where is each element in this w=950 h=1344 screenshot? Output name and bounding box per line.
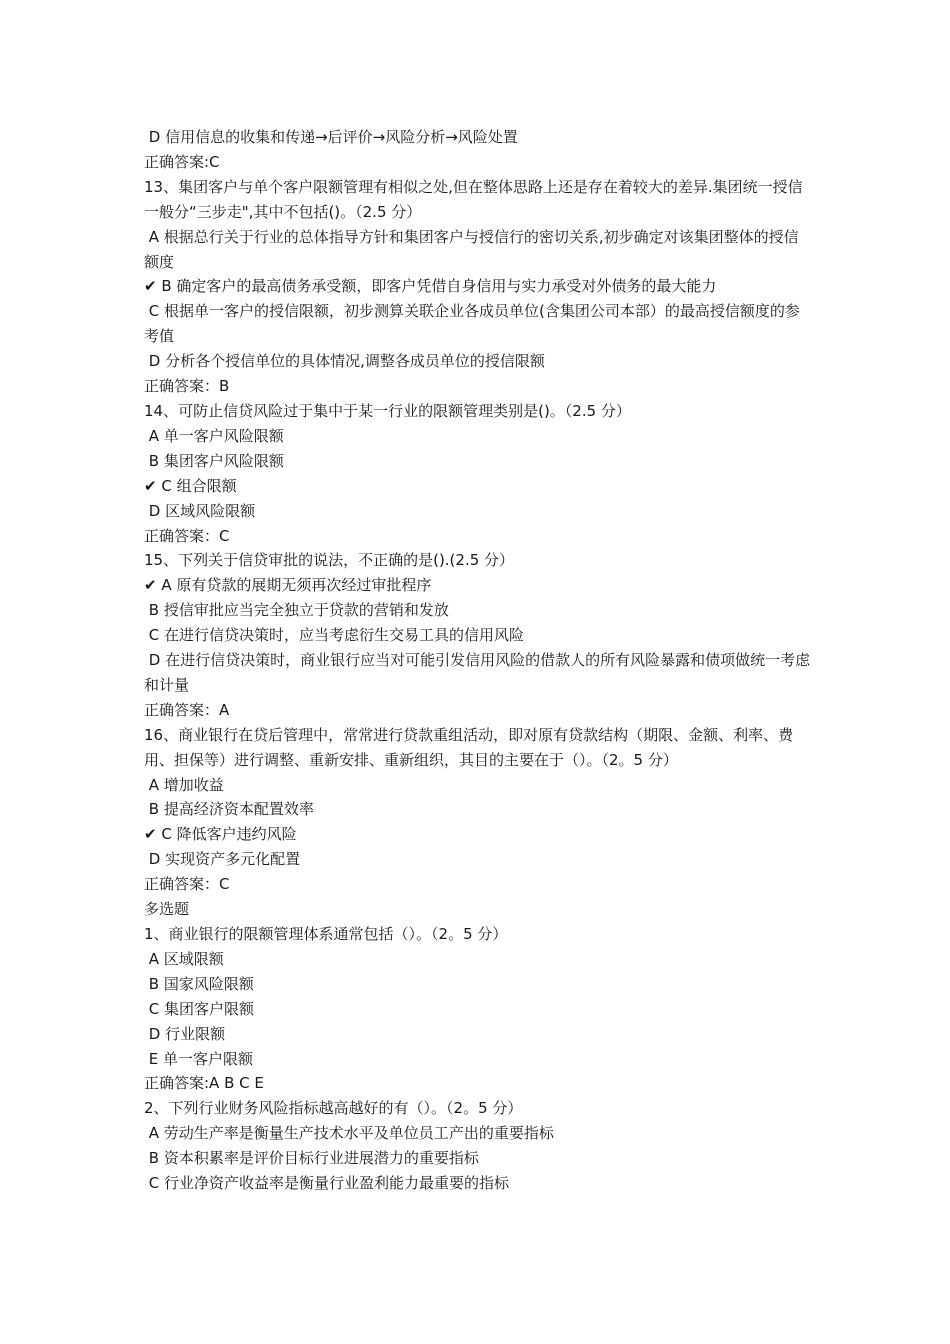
option-line-checked: ✔ A 原有贷款的展期无须再次经过审批程序 <box>144 576 432 595</box>
question-line: 2、下列行业财务风险指标越高越好的有（）。（2。5 分） <box>144 1099 523 1118</box>
option-line: C 根据单一客户的授信限额，初步测算关联企业各成员单位(含集团公司本部）的最高授信额度的参考值 <box>144 302 800 346</box>
option-line: D 实现资产多元化配置 <box>144 850 301 869</box>
option-line-checked: ✔ C 组合限额 <box>144 476 237 495</box>
option-line-checked: ✔ B 确定客户的最高债务承受额，即客户凭借自身信用与实力承受对外债务的最大能力 <box>144 277 717 296</box>
option-line: A 单一客户风险限额 <box>144 426 284 445</box>
option-line: A 根据总行关于行业的总体指导方针和集团客户与授信行的密切关系,初步确定对该集团整体的授信额度 <box>144 227 799 271</box>
option-line: B 集团客户风险限额 <box>144 451 284 470</box>
section-heading: 多选题 <box>144 900 190 919</box>
question-line: 15、下列关于信贷审批的说法，不正确的是().(2.5 分） <box>144 551 515 570</box>
option-line: B 资本积累率是评价目标行业进展潜力的重要指标 <box>144 1149 479 1168</box>
option-line-checked: ✔ C 降低客户违约风险 <box>144 825 297 844</box>
option-line: B 国家风险限额 <box>144 974 254 993</box>
option-line: D 区域风险限额 <box>144 501 256 520</box>
option-line: A 区域限额 <box>144 949 224 968</box>
option-line: A 增加收益 <box>144 775 224 794</box>
option-line: C 行业净资产收益率是衡量行业盈利能力最重要的指标 <box>144 1174 510 1193</box>
document-page <box>144 125 812 1196</box>
question-line: 13、集团客户与单个客户限额管理有相似之处,但在整体思路上还是存在着较大的差异.集团统一授信一般分“三步走",其中不包括()。（2.5 分） <box>144 177 803 221</box>
option-line: C 集团客户限额 <box>144 999 255 1018</box>
question-line: 16、商业银行在贷后管理中，常常进行贷款重组活动，即对原有贷款结构（期限、金额、利率、费用、担保等）进行调整、重新安排、重新组织，其目的主要在于（）。（2。5 分） <box>144 725 794 769</box>
option-line: A 劳动生产率是衡量生产技术水平及单位员工产出的重要指标 <box>144 1124 554 1143</box>
option-line: E 单一客户限额 <box>144 1049 254 1068</box>
answer-line: 正确答案:A B C E <box>144 1074 264 1093</box>
answer-line: 正确答案：A <box>144 700 230 719</box>
question-line: 1、商业银行的限额管理体系通常包括（）。（2。5 分） <box>144 925 508 943</box>
option-line: B 提高经济资本配置效率 <box>144 800 314 819</box>
option-line: D 分析各个授信单位的具体情况,调整各成员单位的授信限额 <box>144 352 545 371</box>
option-line: D 行业限额 <box>144 1024 226 1043</box>
answer-line: 正确答案：B <box>144 377 230 396</box>
answer-line: 正确答案:C <box>144 152 220 171</box>
answer-line: 正确答案：C <box>144 526 230 545</box>
question-line: 14、可防止信贷风险过于集中于某一行业的限额管理类别是()。（2.5 分） <box>144 401 631 420</box>
answer-line: 正确答案：C <box>144 875 230 894</box>
option-line: C 在进行信贷决策时，应当考虑衍生交易工具的信用风险 <box>144 626 525 645</box>
option-line: D 在进行信贷决策时，商业银行应当对可能引发信用风险的借款人的所有风险暴露和债项做统一考虑和计量 <box>144 651 811 694</box>
option-line: B 授信审批应当完全独立于贷款的营销和发放 <box>144 601 449 620</box>
option-line: D 信用信息的收集和传递→后评价→风险分析→风险处置 <box>144 128 518 146</box>
